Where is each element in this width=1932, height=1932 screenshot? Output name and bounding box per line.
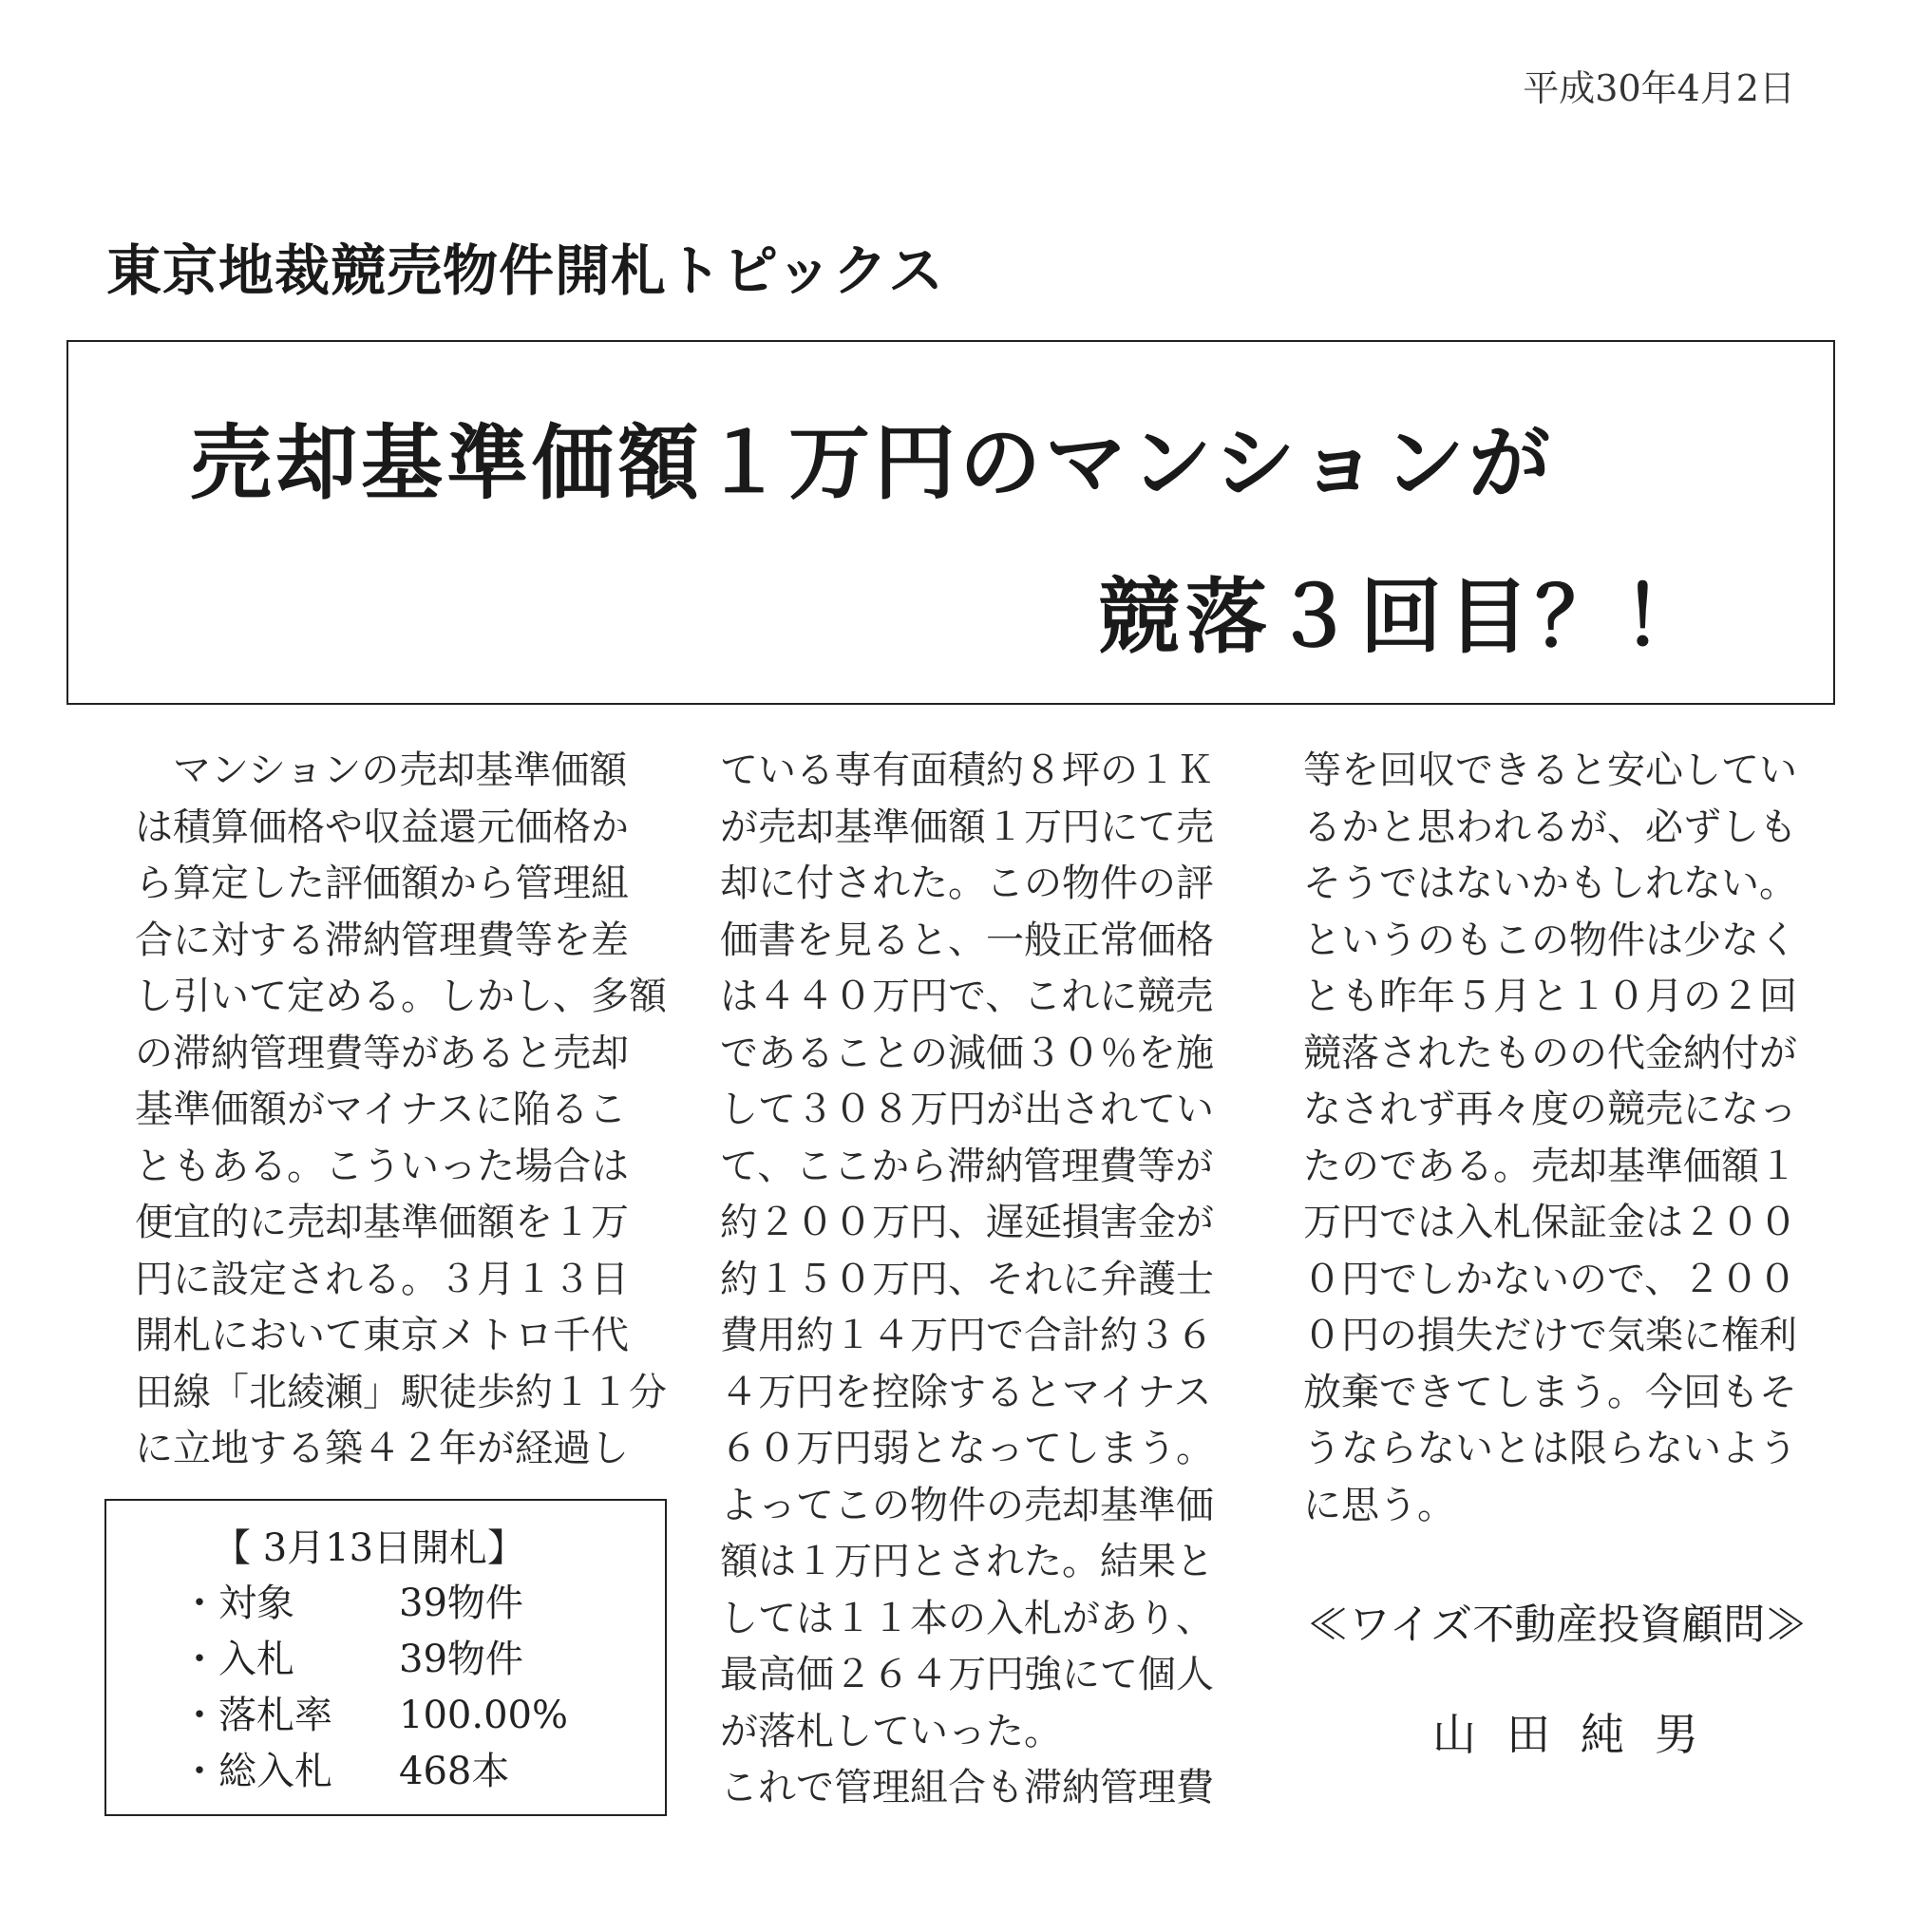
auction-summary-box xyxy=(104,1499,667,1816)
headline-line-1: 売却基準価額１万円のマンションが xyxy=(190,416,1555,511)
article-line: ６０万円弱となってしまう。 xyxy=(720,1427,1214,1470)
article-line: マンションの売却基準価額 xyxy=(135,748,628,792)
article-line: であることの減価３０％を施 xyxy=(720,1031,1214,1075)
summary-row-target xyxy=(180,1573,523,1627)
article-line: に立地する築４２年が経過し xyxy=(135,1427,629,1470)
summary-label: ・入札 xyxy=(180,1638,294,1681)
summary-label: ・落札率 xyxy=(180,1694,332,1737)
article-line: ら算定した評価額から管理組 xyxy=(135,862,629,905)
article-line: 競落されたものの代金納付が xyxy=(1303,1031,1797,1075)
article-line: 等を回収できると安心してい xyxy=(1303,748,1797,792)
article-line: ４万円を控除するとマイナス xyxy=(720,1370,1212,1414)
article-line: て、ここから滞納管理費等が xyxy=(720,1144,1214,1188)
headline-box xyxy=(66,340,1835,705)
article-line: たのである。売却基準価額１ xyxy=(1303,1144,1797,1188)
article-line: は４４０万円で、これに競売 xyxy=(720,975,1214,1018)
summary-label: ・対象 xyxy=(180,1582,294,1625)
article-line: 価書を見ると、一般正常価格 xyxy=(720,918,1214,962)
article-line: そうではないかもしれない。 xyxy=(1303,862,1797,905)
article-line: 万円では入札保証金は２００ xyxy=(1303,1201,1797,1244)
summary-value: 468本 xyxy=(399,1750,510,1793)
article-line: これで管理組合も滞納管理費 xyxy=(720,1766,1214,1809)
article-line: は積算価格や収益還元価格か xyxy=(135,805,629,849)
article-line: の滞納管理費等があると売却 xyxy=(135,1031,629,1075)
author-organization: ≪ワイズ不動産投資顧問≫ xyxy=(1307,1601,1808,1649)
article-line: 却に付された。この物件の評 xyxy=(720,862,1214,905)
article-line: ている専有面積約８坪の１Ｋ xyxy=(720,748,1214,792)
headline-line-2: 競落３回目？！ xyxy=(1098,570,1710,665)
article-line: 放棄できてしまう。今回もそ xyxy=(1303,1370,1797,1414)
article-column-2 xyxy=(720,743,1223,1817)
article-line: 額は１万円とされた。結果と xyxy=(720,1540,1214,1583)
article-line: よってこの物件の売却基準価 xyxy=(720,1483,1214,1527)
article-line: 合に対する滞納管理費等を差 xyxy=(135,918,629,962)
summary-label: ・総入札 xyxy=(180,1750,332,1793)
article-line: に思う。 xyxy=(1303,1483,1455,1527)
article-line: とも昨年５月と１０月の２回 xyxy=(1303,975,1797,1018)
document-date: 平成30年4月2日 xyxy=(1523,67,1795,109)
article-line: が売却基準価額１万円にて売 xyxy=(720,805,1214,849)
article-line: うならないとは限らないよう xyxy=(1303,1427,1797,1470)
article-line: なされず再々度の競売になっ xyxy=(1303,1088,1797,1131)
article-line: 費用約１４万円で合計約３６ xyxy=(720,1314,1214,1357)
summary-row-total-bids xyxy=(180,1741,509,1795)
author-name: 山田純男 xyxy=(1432,1709,1729,1760)
article-line: 基準価額がマイナスに陥るこ xyxy=(135,1088,627,1131)
article-line: 約２００万円、遅延損害金が xyxy=(720,1201,1214,1244)
article-line: 田線「北綾瀬」駅徒歩約１１分 xyxy=(135,1370,667,1414)
article-line: 便宜的に売却基準価額を１万 xyxy=(135,1201,629,1244)
topics-title: 東京地裁競売物件開札トピックス xyxy=(106,238,945,303)
article-line: 最高価２６４万円強にて個人 xyxy=(720,1653,1214,1696)
article-line: るかと思われるが、必ずしも xyxy=(1303,805,1797,849)
article-line: 開札において東京メトロ千代 xyxy=(135,1314,629,1357)
article-line: し引いて定める。しかし、多額 xyxy=(135,975,667,1018)
summary-value: 39物件 xyxy=(399,1582,523,1625)
summary-value: 100.00% xyxy=(399,1694,568,1737)
article-line: ０円でしかないので、２００ xyxy=(1303,1257,1797,1301)
summary-value: 39物件 xyxy=(399,1638,523,1681)
article-line: ともある。こういった場合は xyxy=(135,1144,629,1188)
article-line: しては１１本の入札があり、 xyxy=(720,1596,1214,1640)
article-line: して３０８万円が出されてい xyxy=(720,1088,1214,1131)
summary-row-bids xyxy=(180,1629,523,1683)
article-line: ０円の損失だけで気楽に権利 xyxy=(1303,1314,1797,1357)
article-line: 約１５０万円、それに弁護士 xyxy=(720,1257,1214,1301)
summary-title: 【 3月13日開札】 xyxy=(213,1526,526,1570)
article-column-1 xyxy=(135,743,667,1478)
article-line: 円に設定される。３月１３日 xyxy=(135,1257,629,1301)
article-line: というのもこの物件は少なく xyxy=(1303,918,1797,962)
summary-row-win-rate xyxy=(180,1685,568,1739)
article-column-3 xyxy=(1303,743,1807,1534)
article-line: が落札していった。 xyxy=(720,1709,1062,1753)
